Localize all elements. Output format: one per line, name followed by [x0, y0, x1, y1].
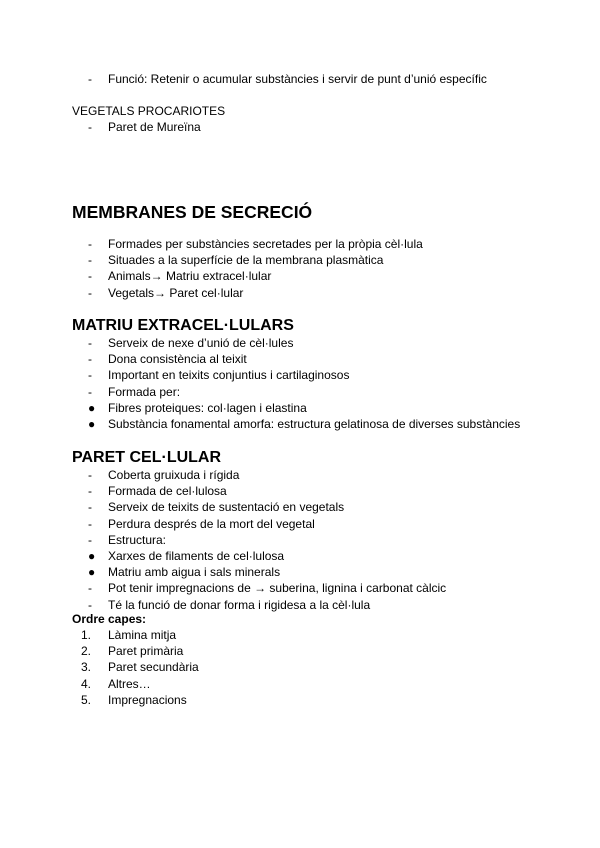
list-item-text: Formades per substàncies secretades per la pròpia cèl·lula	[108, 237, 423, 251]
list-item-text: Xarxes de filaments de cel·lulosa	[108, 548, 285, 563]
list-item-text: Paret primària	[108, 644, 184, 659]
list-item-text: Perdura després de la mort del vegetal	[108, 516, 315, 531]
list-item-text: Altres…	[108, 676, 151, 691]
bullet-dash: -	[88, 532, 92, 547]
list-item-text: Formada de cel·lulosa	[108, 484, 227, 499]
bullet-dash: -	[88, 269, 92, 284]
bullet-dash: -	[88, 336, 92, 350]
list-item-text: Coberta gruixuda i rígida	[108, 468, 240, 482]
list-item-text: Vegetals→ Paret cel·lular	[108, 285, 244, 300]
list-item-text: Impregnacions	[108, 692, 187, 707]
list-item-text: Important en teixits conjuntius i cartilaginosos	[108, 368, 350, 383]
bullet-dash: -	[88, 516, 92, 531]
list-item-text: Situades a la superfície de la membrana plasmàtica	[108, 253, 384, 268]
list-item-text: Fibres proteiques: col·lagen i elastina	[108, 400, 307, 415]
bullet-dot: ●	[88, 548, 96, 563]
list-item-text: Substància fonamental amorfa: estructura gelatinosa de diverses substàncies	[108, 416, 521, 431]
list-item-text: Funció: Retenir o acumular substàncies i servir de punt d’unió específic	[108, 72, 487, 86]
list-item-text: Serveix de teixits de sustentació en vegetals	[108, 500, 345, 515]
list-item-text: Matriu amb aigua i sals minerals	[108, 565, 281, 580]
bullet-dash: -	[88, 253, 92, 268]
bullet-dash: -	[88, 468, 92, 482]
bullet-dash: -	[88, 237, 92, 251]
section-label-vegetals-procariotes: VEGETALS PROCARIOTES	[72, 104, 226, 118]
bullet-dash: -	[88, 72, 92, 86]
list-number: 1.	[81, 628, 92, 642]
heading-matriu-extracellulars: MATRIU EXTRACEL·LULARS	[72, 317, 294, 334]
list-item-text: Animals→ Matriu extracel·lular	[108, 269, 272, 284]
bullet-dash: -	[88, 500, 92, 515]
bullet-dash: -	[88, 484, 92, 499]
list-number: 3.	[81, 660, 92, 675]
bullet-dot: ●	[88, 400, 96, 415]
bullet-dash: -	[88, 581, 92, 596]
list-item-text: Làmina mitja	[108, 628, 177, 642]
bullet-dot: ●	[88, 565, 96, 580]
list-number: 4.	[81, 676, 92, 691]
list-item-text: Té la funció de donar forma i rigidesa a la cèl·lula	[108, 597, 371, 612]
list-number: 2.	[81, 644, 92, 659]
bullet-dash: -	[88, 285, 92, 300]
list-item-text: Pot tenir impregnacions de → suberina, lignina i carbonat càlcic	[108, 581, 447, 596]
heading-membranes-secrecio: MEMBRANES DE SECRECIÓ	[72, 202, 313, 222]
list-item-text: Formada per:	[108, 384, 181, 399]
list-number: 5.	[81, 692, 92, 707]
bullet-dash: -	[88, 597, 92, 612]
ordre-capes-label: Ordre capes:	[72, 612, 147, 626]
bullet-dot: ●	[88, 416, 96, 431]
list-item-text: Dona consistència al teixit	[108, 352, 247, 367]
bullet-dash: -	[88, 384, 92, 399]
list-item-text: Serveix de nexe d’unió de cèl·lules	[108, 336, 294, 350]
list-item-text: Estructura:	[108, 532, 167, 547]
bullet-dash: -	[88, 120, 92, 134]
heading-paret-cellular: PARET CEL·LULAR	[72, 449, 222, 466]
bullet-dash: -	[88, 352, 92, 367]
bullet-dash: -	[88, 368, 92, 383]
list-item-text: Paret de Mureïna	[108, 120, 201, 134]
list-item-text: Paret secundària	[108, 660, 199, 675]
